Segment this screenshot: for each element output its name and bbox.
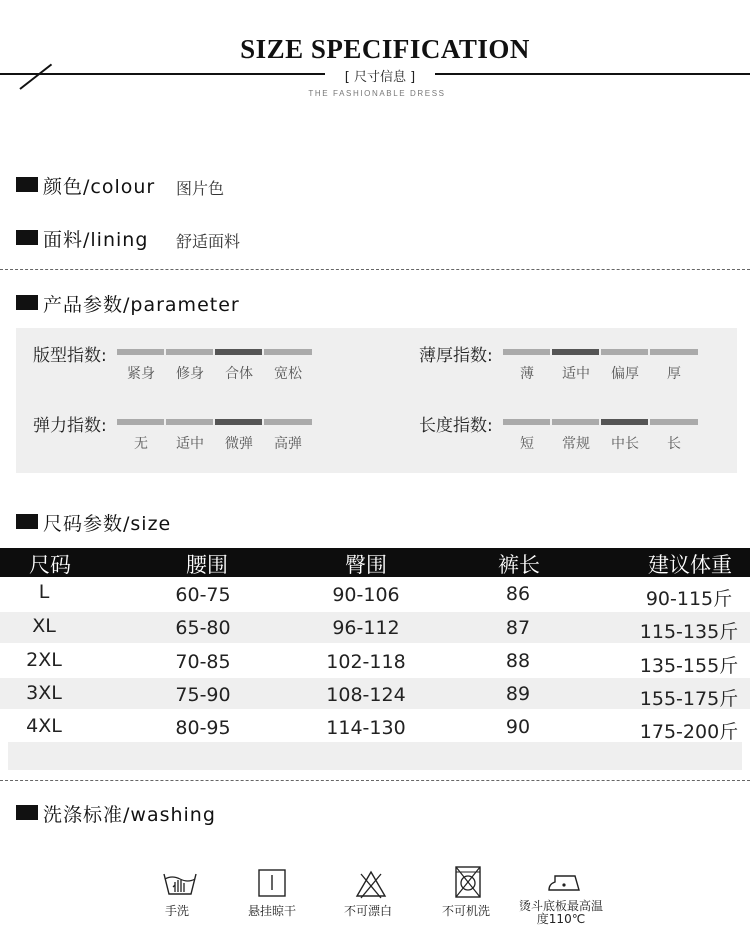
column-header: 尺码 [29,553,71,577]
table-cell: 115-135斤 [639,621,739,643]
table-cell: 86 [505,583,531,605]
table-cell: 89 [505,683,531,705]
table-cell: 90-115斤 [645,588,733,610]
scale-segment-active [215,419,262,425]
scale-option: 适中 [176,436,204,452]
table-cell: 175-200斤 [639,721,739,743]
scale-option: 长 [667,436,681,452]
scale-segment-active [552,349,599,355]
scale-option: 紧身 [127,366,155,382]
table-cell: 75-90 [175,684,231,706]
scale-segment [166,419,213,425]
scale-option: 厚 [667,366,681,382]
hang-dry-icon [252,868,292,900]
scale-segment [650,349,698,355]
wash-label: 悬挂晾干 [247,904,296,918]
page-subtitle: [ 尺寸信息 ] [325,66,435,85]
scale-option: 合体 [225,366,253,382]
column-header: 建议体重 [648,553,732,577]
decorative-slash [19,64,52,90]
scale-segment [503,349,550,355]
table-cell: 80-95 [175,717,231,739]
fit-index-label: 版型指数: [33,346,107,366]
table-cell: 96-112 [332,617,400,639]
scale-segment [264,419,312,425]
table-cell: XL [32,615,56,637]
section-marker [16,177,38,192]
elasticity-index-label: 弹力指数: [33,416,107,436]
scale-segment-active [601,419,648,425]
parameter-label: 产品参数/parameter [43,294,240,316]
section-divider [0,269,750,270]
no-machine-wash-icon [448,866,488,898]
scale-option: 修身 [176,366,204,382]
scale-segment [601,349,648,355]
thickness-index-label: 薄厚指数: [419,346,493,366]
scale-segment [117,349,164,355]
table-cell: L [38,581,50,603]
scale-option: 无 [134,436,148,452]
table-cell: 3XL [26,682,62,704]
section-marker [16,230,38,245]
table-cell: 90-106 [332,584,400,606]
scale-segment [650,419,698,425]
size-label: 尺码参数/size [43,513,172,535]
section-marker [16,805,38,820]
section-divider [0,780,750,781]
scale-option: 短 [520,436,534,452]
scale-option: 宽松 [274,366,302,382]
scale-option: 常规 [562,436,590,452]
scale-option: 高弹 [274,436,302,452]
page-tagline: THE FASHIONABLE DRESS [308,89,446,98]
section-marker [16,295,38,310]
table-cell: 87 [505,617,531,639]
colour-label: 颜色/colour [43,176,156,198]
scale-segment [166,349,213,355]
table-cell: 108-124 [326,684,406,706]
lining-value: 舒适面料 [176,232,241,251]
table-cell: 90 [505,716,531,738]
scale-option: 薄 [520,366,534,382]
section-marker [16,514,38,529]
table-cell: 70-85 [175,651,231,673]
length-index-label: 长度指数: [419,416,493,436]
scale-option: 中长 [611,436,639,452]
scale-segment [117,419,164,425]
wash-label: 烫斗底板最高温度110℃ [518,899,603,926]
column-header: 腰围 [186,553,228,577]
colour-value: 图片色 [176,179,225,198]
wash-label: 手洗 [164,904,189,918]
wash-label: 不可机洗 [441,904,490,918]
scale-option: 适中 [562,366,590,382]
table-cell: 102-118 [326,651,406,673]
scale-segment [552,419,599,425]
table-cell: 114-130 [326,717,406,739]
scale-option: 微弹 [225,436,253,452]
page-title: SIZE SPECIFICATION [240,34,530,64]
table-cell: 88 [505,650,531,672]
column-header: 臀围 [345,553,387,577]
iron-icon [545,868,585,900]
table-cell: 135-155斤 [639,655,739,677]
lining-label: 面料/lining [43,229,149,251]
scale-option: 偏厚 [611,366,639,382]
wash-label: 不可漂白 [343,904,392,918]
scale-segment [503,419,550,425]
scale-segment-active [215,349,262,355]
hand-wash-icon [160,868,200,900]
column-header: 裤长 [498,553,540,577]
washing-label: 洗涤标准/washing [43,804,216,826]
table-row-empty [8,742,742,770]
table-cell: 2XL [26,649,62,671]
scale-segment [264,349,312,355]
table-cell: 4XL [26,715,62,737]
table-cell: 60-75 [175,584,231,606]
table-cell: 155-175斤 [639,688,739,710]
table-cell: 65-80 [175,617,231,639]
no-bleach-icon [351,868,391,900]
